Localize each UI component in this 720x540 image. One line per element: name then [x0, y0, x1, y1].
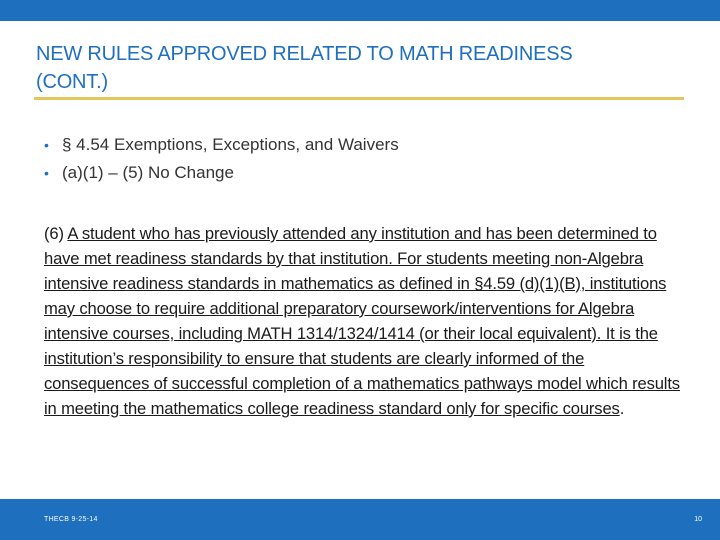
- page-number: 10: [694, 516, 702, 523]
- bullet-item: [44, 159, 399, 187]
- rule-prefix: (6): [44, 224, 68, 243]
- bullet-text: (a)(1) – (5) No Change: [62, 163, 234, 182]
- rule-body: A student who has previously attended any institution and has been determined to have met readiness standards by that institution. For students meeting non-Algebra intensive readiness standards in mathematics as defined in §4.59 (d)(1)(B), institutions may choose to require additional preparatory coursework/interventions for Algebra intensive courses, including MATH 1314/1324/1414 (or their local equivalent). It is the institution’s responsibility to ensure that students are clearly informed of the consequences of successful completion of a mathematics pathways model which results in meeting the mathematics college readiness standard only for specific courses: [44, 224, 680, 418]
- rule-paragraph: [44, 221, 684, 421]
- bullet-list: [44, 131, 399, 187]
- slide-title: [36, 40, 676, 96]
- bullet-item: [44, 131, 399, 159]
- bullet-text: § 4.54 Exemptions, Exceptions, and Waivers: [62, 135, 399, 154]
- footer-bar: [0, 499, 720, 540]
- bullet-dot-icon: •: [44, 165, 49, 181]
- top-accent-bar: [0, 0, 720, 21]
- title-divider: [34, 97, 684, 100]
- rule-suffix: .: [619, 399, 625, 418]
- footer-source: THECB 9-25-14: [44, 516, 98, 523]
- bullet-dot-icon: •: [44, 137, 49, 153]
- slide-title-line1: NEW RULES APPROVED RELATED TO MATH READINESS: [36, 43, 573, 65]
- slide-title-line2: (CONT.): [36, 71, 108, 93]
